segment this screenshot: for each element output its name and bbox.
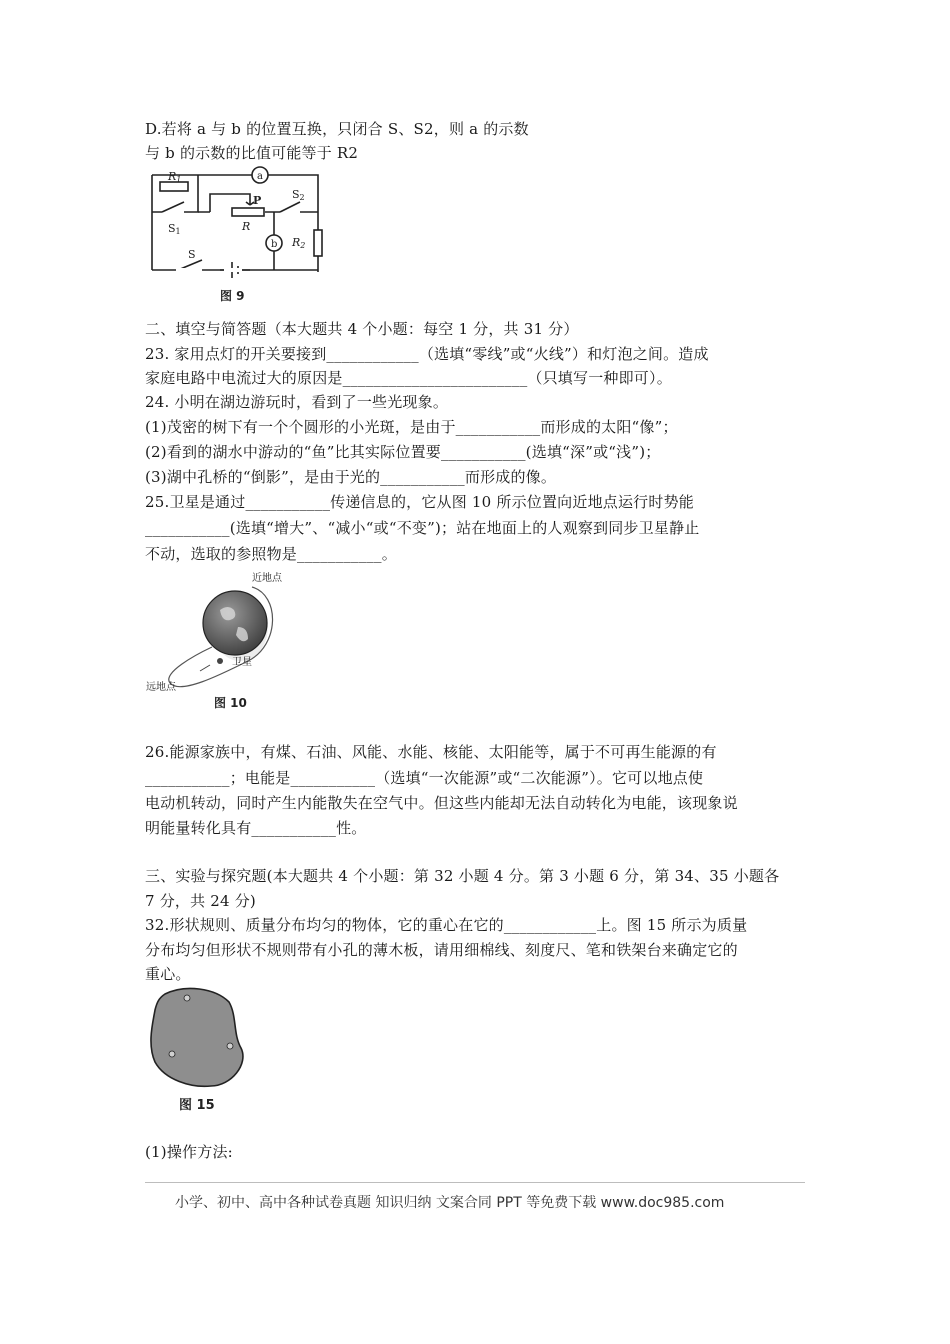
irregular-board [151, 988, 243, 1086]
q23-line1: 23. 家用点灯的开关要接到____________（选填“零线”或“火线”）和灯泡之间。造成 [145, 345, 709, 363]
board-hole-top [184, 995, 190, 1001]
q26-line4: 明能量转化具有___________性。 [145, 819, 367, 837]
earth [203, 591, 267, 655]
q26-line1: 26.能源家族中，有煤、石油、风能、水能、核能、太阳能等，属于不可再生能源的有 [145, 743, 717, 761]
label-a: a [257, 171, 263, 182]
q24-stem: 24. 小明在湖边游玩时，看到了一些光现象。 [145, 393, 449, 411]
orbit-figure-10 [140, 565, 300, 715]
label-b: b [271, 239, 278, 250]
q23-line2: 家庭电路中电流过大的原因是________________________（只填写一种即可）。 [145, 369, 672, 387]
option-d-line2: 与 b 的示数的比值可能等于 R2 [145, 144, 359, 162]
label-r2: R2 [292, 236, 306, 250]
rheostat-r [232, 208, 264, 216]
figure-9-caption: 图 9 [220, 289, 245, 303]
label-perigee: 近地点 [252, 573, 282, 584]
q32-line1: 32.形状规则、质量分布均匀的物体，它的重心在它的____________上。图 15 所示为质量 [145, 916, 748, 934]
q32-line3: 重心。 [145, 965, 191, 983]
q24-part1: (1)茂密的树下有一个个圆形的小光斑，是由于___________而形成的太阳“像”； [145, 418, 678, 436]
label-satellite: 卫星 [232, 657, 252, 668]
label-s2: S2 [292, 188, 305, 202]
q24-part3: (3)湖中孔桥的“倒影”，是由于光的___________而形成的像。 [145, 468, 557, 486]
label-s1: S1 [168, 222, 181, 236]
board-hole-left [169, 1051, 175, 1057]
label-r1: R1 [168, 170, 182, 184]
resistor-r1 [160, 182, 188, 191]
label-r: R [242, 220, 251, 233]
board-hole-right [227, 1043, 233, 1049]
option-d-line1: D.若将 a 与 b 的位置互换，只闭合 S、S2，则 a 的示数 [145, 120, 529, 138]
q25-line2: ___________(选填“增大”、“减小“或“不变”)；站在地面上的人观察到同步卫星静止 [145, 519, 700, 537]
resistor-r2 [314, 230, 322, 256]
q26-line2: ___________；电能是___________（选填“一次能源”或“二次能源”）。它可以地点使 [145, 769, 704, 787]
q25-line3: 不动，选取的参照物是___________。 [145, 545, 397, 563]
q24-part2: (2)看到的湖水中游动的“鱼”比其实际位置要___________(选填“深”或“浅”)； [145, 443, 661, 461]
footer-divider [145, 1182, 805, 1183]
figure-15-caption: 图 15 [179, 1098, 215, 1113]
circuit-figure-9 [140, 160, 340, 310]
label-apogee: 远地点 [146, 682, 176, 693]
label-p: P [253, 194, 262, 207]
figure-10-caption: 图 10 [214, 696, 247, 710]
footer-text: 小学、初中、高中各种试卷真题 知识归纳 文案合同 PPT 等免费下载 www.doc985.com [175, 1195, 725, 1211]
q26-line3: 电动机转动，同时产生内能散失在空气中。但这些内能却无法自动转化为电能，该现象说 [145, 794, 738, 812]
q32-line2: 分布均匀但形状不规则带有小孔的薄木板，请用细棉线、刻度尺、笔和铁架台来确定它的 [145, 941, 738, 959]
satellite-pointer [200, 665, 210, 671]
section-3-heading-line2: 7 分，共 24 分) [145, 892, 256, 910]
q32-part1: (1)操作方法: [145, 1143, 233, 1161]
section-3-heading-line1: 三、实验与探究题(本大题共 4 个小题：第 32 小题 4 分。第 3 小题 6 分，第 34、35 小题各 [145, 867, 780, 885]
q25-line1: 25.卫星是通过___________传递信息的，它从图 10 所示位置向近地点运行时势能 [145, 493, 694, 511]
label-s: S [188, 248, 196, 261]
satellite-dot [217, 658, 223, 664]
board-figure-15 [145, 982, 255, 1117]
switch-s2 [280, 202, 318, 212]
section-2-heading: 二、填空与简答题（本大题共 4 个小题：每空 1 分，共 31 分） [145, 320, 579, 338]
